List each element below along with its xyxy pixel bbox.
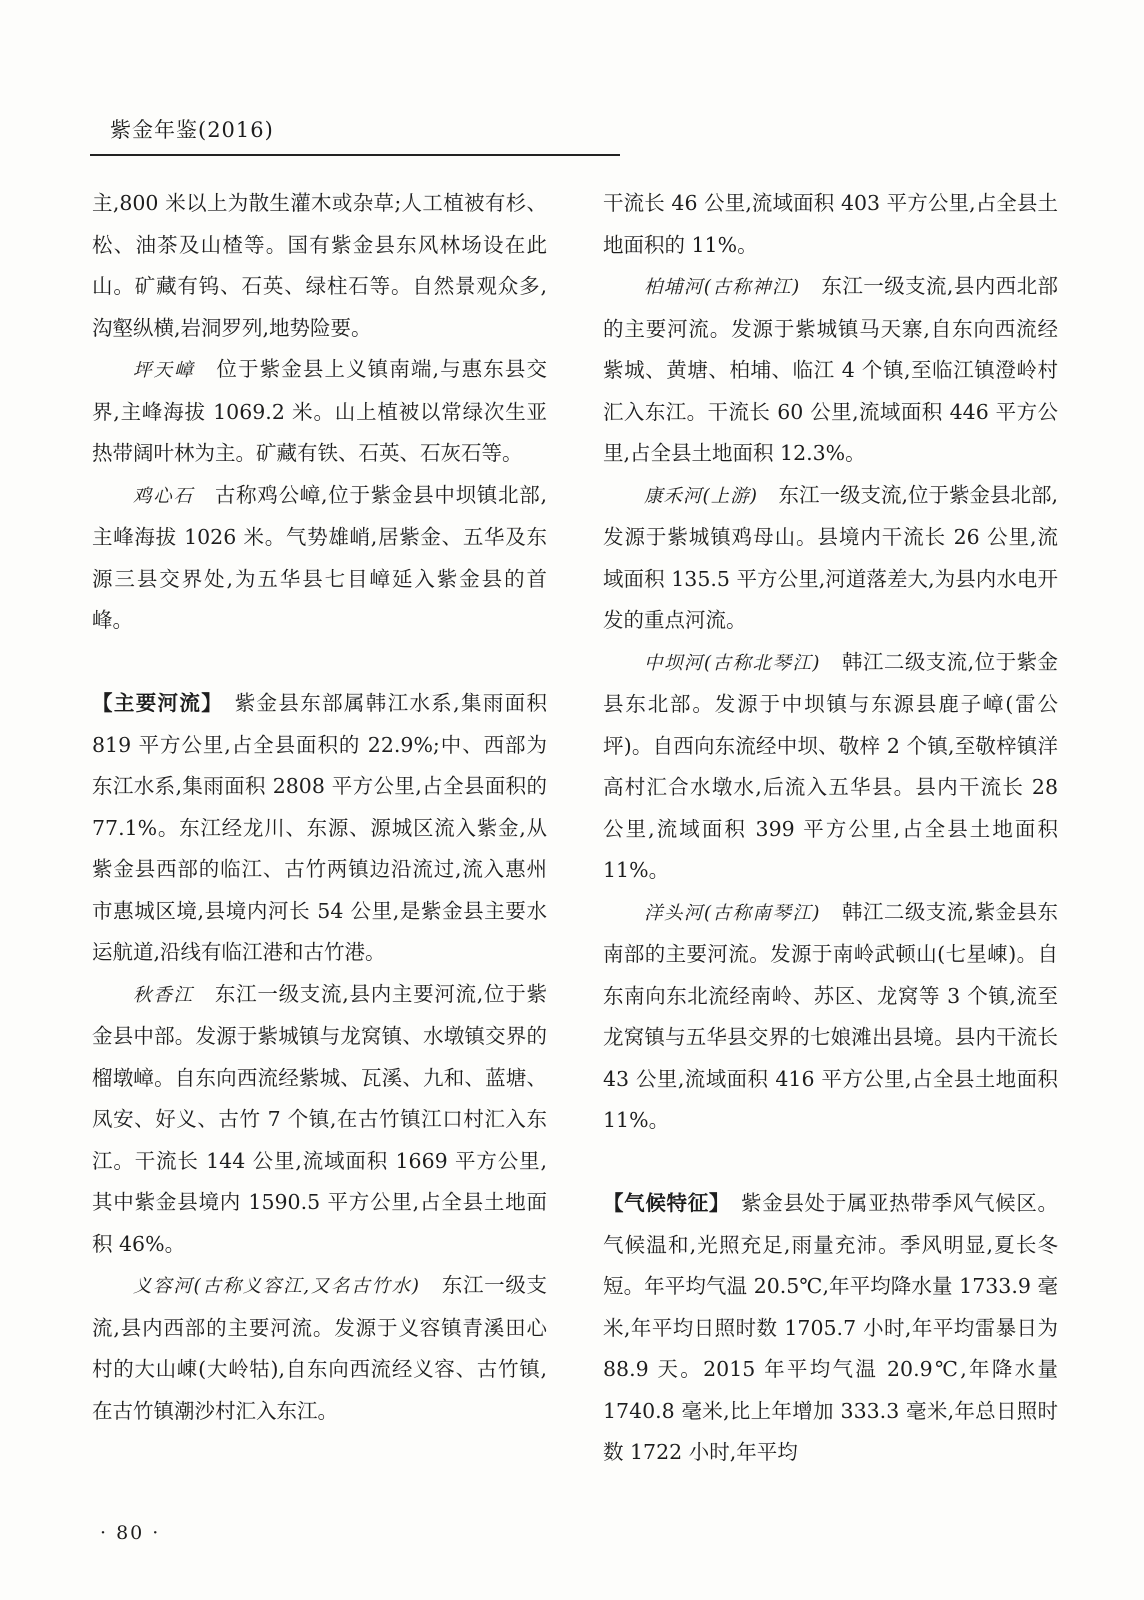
right-column (603, 183, 1058, 1474)
running-head: 紫金年鉴(2016) (110, 118, 274, 142)
term-kanghe: 康禾河(上游) (644, 485, 758, 507)
paragraph-yirong-cont: 干流长 46 公里,流域面积 403 平方公里,占全县土地面积的 11%。 (603, 191, 1058, 257)
text-climate: 紫金县处于属亚热带季风气候区。气候温和,光照充足,雨量充沛。季风明显,夏长冬短。年平均气温 20.5℃,年平均降水量 1733.9 毫米,年平均日照时数 1705.7 小时,年平均雷暴日为 88.9 天。2015 年平均气温 20.9℃,年降水量 1740.8 毫米,比上年增加 333.3 毫米,年总日照时数 1722 小时,年平均 (603, 1191, 1059, 1464)
paragraph-zhongba (603, 642, 1058, 892)
text-rivers: 紫金县东部属韩江水系,集雨面积 819 平方公里,占全县面积的 22.9%;中、西部为东江水系,集雨面积 2808 平方公里,占全县面积的 77.1%。东江经龙川、东源、源城区流入紫金,从紫金县西部的临江、古竹两镇边沿流过,流入惠州市惠城区境,县境内河长 54 公里,是紫金县主要水运航道,沿线有临江港和古竹港。 (92, 691, 548, 964)
term-jixin: 鸡心石 (133, 485, 194, 507)
section-heading-rivers: 【主要河流】 (92, 691, 213, 715)
left-column (92, 183, 547, 1432)
term-baibu: 柏埔河(古称神江) (644, 277, 801, 298)
text-qiuxiang: 东江一级支流,县内主要河流,位于紫金县中部。发源于紫城镇与龙窝镇、水墩镇交界的榴墩嶂。自东向西流经紫城、瓦溪、九和、蓝塘、凤安、好义、古竹 7 个镇,在古竹镇江口村汇入东江。干流长 144 公里,流域面积 1669 平方公里,其中紫金县境内 1590.5 平方公里,占全县土地面积 46%。 (92, 981, 547, 1256)
text-kanghe: 东江一级支流,位于紫金县北部,发源于紫城镇鸡母山。县境内干流长 26 公里,流域面积 135.5 平方公里,河道落差大,为县内水电开发的重点河流。 (603, 482, 1059, 632)
term-yangtou: 洋头河(古称南琴江) (644, 902, 821, 924)
term-qiuxiang: 秋香江 (133, 984, 194, 1006)
paragraph-yirong (92, 1265, 547, 1432)
paragraph-qiuxiang (92, 974, 547, 1266)
paragraph-rivers (92, 683, 547, 974)
paragraph-pingtian (92, 349, 547, 475)
paragraph-intro: 主,800 米以上为散生灌木或杂草;人工植被有杉、松、油茶及山楂等。国有紫金县东风林场设在此山。矿藏有钨、石英、绿柱石等。自然景观众多,沟壑纵横,岩洞罗列,地势险要。 (92, 191, 547, 340)
text-yirong: 东江一级支流,县内西部的主要河流。发源于义容镇青溪田心村的大山崠(大岭牯),自东向西流经义容、古竹镇,在古竹镇潮沙村汇入东江。 (92, 1273, 548, 1423)
text-yangtou: 韩江二级支流,紫金县东南部的主要河流。发源于南岭武顿山(七星崠)。自东南向东北流经南岭、苏区、龙窝等 3 个镇,流至龙窝镇与五华县交界的七娘滩出县境。县内干流长 43 公里,流域面积 416 平方公里,占全县土地面积 11%。 (603, 899, 1059, 1132)
text-zhongba: 韩江二级支流,位于紫金县东北部。发源于中坝镇与东源县鹿子嶂(雷公坪)。自西向东流经中坝、敬梓 2 个镇,至敬梓镇洋高村汇合水墩水,后流入五华县。县内干流长 28 公里,流域面积 399 平方公里,占全县土地面积 11%。 (603, 649, 1059, 882)
term-pingtian: 坪天嶂 (133, 360, 195, 381)
section-heading-climate: 【气候特征】 (603, 1191, 720, 1215)
paragraph-baibu (603, 266, 1058, 475)
text-jixin: 古称鸡公嶂,位于紫金县中坝镇北部,主峰海拔 1026 米。气势雄峭,居紫金、五华及东源三县交界处,为五华县七目嶂延入紫金县的首峰。 (92, 482, 547, 632)
paragraph-climate (603, 1183, 1058, 1474)
term-yirong: 义容河(古称义容江,又名古竹水) (133, 1276, 420, 1297)
page-number: · 80 · (100, 1522, 161, 1544)
term-zhongba: 中坝河(古称北琴江) (644, 652, 821, 674)
header-rule (90, 154, 620, 156)
text-pingtian: 位于紫金县上义镇南端,与惠东县交界,主峰海拔 1069.2 米。山上植被以常绿次生亚热带阔叶林为主。矿藏有铁、石英、石灰石等。 (92, 357, 547, 465)
paragraph-kanghe (603, 475, 1058, 642)
paragraph-yangtou (603, 892, 1058, 1142)
paragraph-jixin (92, 475, 547, 642)
text-baibu: 东江一级支流,县内西北部的主要河流。发源于紫城镇马天寨,自东向西流经紫城、黄塘、柏埔、临江 4 个镇,至临江镇澄岭村汇入东江。干流长 60 公里,流域面积 446 平方公里,占全县土地面积 12.3%。 (603, 274, 1058, 465)
